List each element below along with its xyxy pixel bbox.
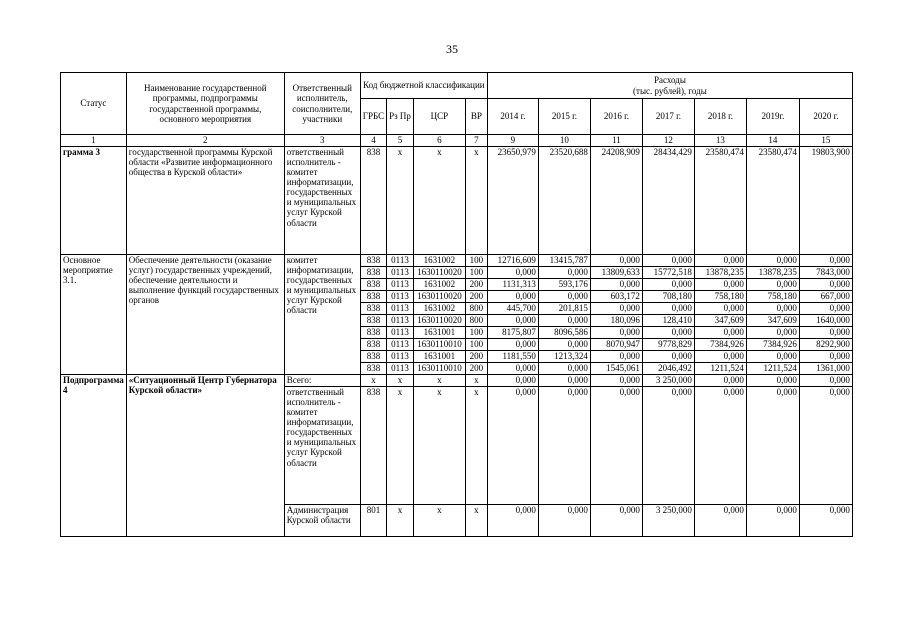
header-rzpr: Рз Пр [387,99,414,135]
rzpr-cell: 0113 [387,279,414,291]
header-year-1: 2015 г. [538,99,590,135]
name-cell: Обеспечение деятельности (оказание услуг) государственных учреждений, обеспечение деятельности и выполнение функций государственных органов [126,255,284,375]
csr-cell: 1630110010 [413,339,465,351]
rzpr-cell: x [387,387,414,505]
y2019-cell: 0,000 [746,303,799,315]
y2019-cell: 0,000 [746,351,799,363]
csr-cell: 1630110020 [413,291,465,303]
y2016-cell: 0,000 [590,351,642,363]
y2016-cell: 0,000 [590,303,642,315]
csr-cell: 1631001 [413,327,465,339]
y2020-cell: 1361,000 [799,363,852,375]
rzpr-cell: 0113 [387,363,414,375]
y2014-cell: 1181,550 [487,351,538,363]
column-number: 13 [694,135,746,147]
header-budget-code: Код бюджетной классификации [360,73,487,99]
name-cell: «Ситуационный Центр Губернатора Курской области» [126,375,284,537]
y2017-cell: 0,000 [642,255,694,267]
vr-cell: 200 [465,351,487,363]
y2016-cell: 0,000 [590,279,642,291]
rzpr-cell: 0113 [387,339,414,351]
name-cell: государственной программы Курской области «Развитие информационного общества в Курской области» [126,147,284,255]
y2014-cell: 0,000 [487,267,538,279]
responsible-cell: комитет информатизации, государственных и муниципальных услуг Курской области [284,255,360,375]
grbs-cell: x [360,375,386,387]
header-grbs: ГРБС [360,99,386,135]
header-year-6: 2020 г. [799,99,852,135]
y2017-cell: 0,000 [642,327,694,339]
column-number: 3 [284,135,360,147]
csr-cell: 1630110020 [413,267,465,279]
y2018-cell: 0,000 [694,279,746,291]
rzpr-cell: 0113 [387,267,414,279]
vr-cell: 200 [465,291,487,303]
grbs-cell: 838 [360,267,386,279]
y2015-cell: 0,000 [538,315,590,327]
y2018-cell: 0,000 [694,387,746,505]
y2018-cell: 0,000 [694,255,746,267]
rzpr-cell: x [387,375,414,387]
column-number: 4 [360,135,386,147]
y2020-cell: 8292,900 [799,339,852,351]
vr-cell: x [465,147,487,255]
y2016-cell: 0,000 [590,255,642,267]
csr-cell: x [413,505,465,537]
y2017-cell: 2046,492 [642,363,694,375]
y2020-cell: 0,000 [799,255,852,267]
y2017-cell: 0,000 [642,351,694,363]
vr-cell: x [465,375,487,387]
y2018-cell: 0,000 [694,375,746,387]
column-numbers-row [61,135,853,147]
vr-cell: 100 [465,255,487,267]
grbs-cell: 838 [360,255,386,267]
y2020-cell: 0,000 [799,351,852,363]
csr-cell: 1630110010 [413,363,465,375]
header-status: Статус [61,73,127,135]
header-expenses: Расходы (тыс. рублей), годы [487,73,852,99]
y2019-cell: 0,000 [746,279,799,291]
budget-table [60,72,853,537]
column-number: 11 [590,135,642,147]
grbs-cell: 838 [360,327,386,339]
y2020-cell: 7843,000 [799,267,852,279]
csr-cell: 1631002 [413,255,465,267]
row-activity-3-1 [61,255,853,267]
y2016-cell: 13809,633 [590,267,642,279]
y2018-cell: 23580,474 [694,147,746,255]
y2020-cell: 0,000 [799,375,852,387]
rzpr-cell: x [387,147,414,255]
y2016-cell: 8070,947 [590,339,642,351]
y2014-cell: 0,000 [487,291,538,303]
y2018-cell: 758,180 [694,291,746,303]
column-number: 1 [61,135,127,147]
y2014-cell: 1131,313 [487,279,538,291]
rzpr-cell: 0113 [387,351,414,363]
y2018-cell: 1211,524 [694,363,746,375]
y2020-cell: 0,000 [799,303,852,315]
y2020-cell: 19803,900 [799,147,852,255]
y2020-cell: 0,000 [799,327,852,339]
rzpr-cell: 0113 [387,327,414,339]
y2019-cell: 13878,235 [746,267,799,279]
column-number: 15 [799,135,852,147]
vr-cell: 100 [465,327,487,339]
grbs-cell: 838 [360,339,386,351]
csr-cell: x [413,375,465,387]
y2019-cell: 23580,474 [746,147,799,255]
csr-cell: 1630110020 [413,315,465,327]
page-number: 35 [446,42,458,56]
y2014-cell: 0,000 [487,505,538,537]
y2014-cell: 0,000 [487,363,538,375]
column-number: 10 [538,135,590,147]
y2018-cell: 7384,926 [694,339,746,351]
y2018-cell: 0,000 [694,351,746,363]
y2015-cell: 0,000 [538,291,590,303]
grbs-cell: 838 [360,351,386,363]
y2014-cell: 0,000 [487,375,538,387]
y2017-cell: 708,180 [642,291,694,303]
grbs-cell: 838 [360,291,386,303]
y2016-cell: 24208,909 [590,147,642,255]
y2018-cell: 13878,235 [694,267,746,279]
y2015-cell: 0,000 [538,375,590,387]
responsible-cell: ответственный исполнитель - комитет информатизации, государственных и муниципальных услуг Курской области [284,387,360,505]
grbs-cell: 838 [360,303,386,315]
y2016-cell: 603,172 [590,291,642,303]
responsible-cell: ответственный исполнитель - комитет информатизации, государственных и муниципальных услуг Курской области [284,147,360,255]
y2019-cell: 0,000 [746,505,799,537]
y2019-cell: 1211,524 [746,363,799,375]
header-csr: ЦСР [413,99,465,135]
column-number: 7 [465,135,487,147]
header-year-0: 2014 г. [487,99,538,135]
status-cell: Основное мероприятие 3.1. [61,255,127,375]
status-cell: грамма 3 [61,147,127,255]
vr-cell: x [465,505,487,537]
csr-cell: 1631001 [413,351,465,363]
y2014-cell: 12716,609 [487,255,538,267]
y2015-cell: 0,000 [538,363,590,375]
csr-cell: x [413,387,465,505]
header-row-top [61,73,853,99]
y2016-cell: 180,096 [590,315,642,327]
y2017-cell: 28434,429 [642,147,694,255]
y2014-cell: 0,000 [487,387,538,505]
responsible-cell: Администрация Курской области [284,505,360,537]
y2015-cell: 0,000 [538,505,590,537]
y2019-cell: 0,000 [746,375,799,387]
y2016-cell: 0,000 [590,327,642,339]
header-year-4: 2018 г. [694,99,746,135]
rzpr-cell: 0113 [387,315,414,327]
y2018-cell: 0,000 [694,505,746,537]
row-program-4-total [61,375,853,387]
y2015-cell: 13415,787 [538,255,590,267]
y2017-cell: 9778,829 [642,339,694,351]
header-responsible: Ответственный исполнитель, соисполнители, участники [284,73,360,135]
y2017-cell: 0,000 [642,279,694,291]
y2020-cell: 0,000 [799,387,852,505]
y2016-cell: 0,000 [590,505,642,537]
y2017-cell: 0,000 [642,303,694,315]
y2020-cell: 1640,000 [799,315,852,327]
vr-cell: 800 [465,315,487,327]
y2020-cell: 667,000 [799,291,852,303]
csr-cell: x [413,147,465,255]
status-cell: Подпрограмма 4 [61,375,127,537]
y2014-cell: 445,700 [487,303,538,315]
vr-cell: 200 [465,363,487,375]
y2015-cell: 593,176 [538,279,590,291]
y2018-cell: 0,000 [694,327,746,339]
y2017-cell: 128,410 [642,315,694,327]
header-name: Наименование государственной программы, подпрограммы государственной программы, основного мероприятия [126,73,284,135]
y2019-cell: 0,000 [746,327,799,339]
y2014-cell: 23650,979 [487,147,538,255]
y2019-cell: 7384,926 [746,339,799,351]
y2015-cell: 1213,324 [538,351,590,363]
y2019-cell: 758,180 [746,291,799,303]
header-year-5: 2019г. [746,99,799,135]
header-year-2: 2016 г. [590,99,642,135]
responsible-cell: Всего: [284,375,360,387]
y2017-cell: 3 250,000 [642,375,694,387]
y2017-cell: 3 250,000 [642,505,694,537]
column-number: 14 [746,135,799,147]
column-number: 6 [413,135,465,147]
grbs-cell: 838 [360,387,386,505]
y2018-cell: 347,609 [694,315,746,327]
y2020-cell: 0,000 [799,279,852,291]
row-program-3 [61,147,853,255]
y2018-cell: 0,000 [694,303,746,315]
vr-cell: 200 [465,279,487,291]
grbs-cell: 838 [360,363,386,375]
vr-cell: 100 [465,267,487,279]
column-number: 9 [487,135,538,147]
y2019-cell: 0,000 [746,255,799,267]
column-number: 2 [126,135,284,147]
y2014-cell: 0,000 [487,315,538,327]
rzpr-cell: 0113 [387,291,414,303]
csr-cell: 1631002 [413,279,465,291]
y2016-cell: 0,000 [590,387,642,505]
column-number: 12 [642,135,694,147]
column-number: 5 [387,135,414,147]
y2019-cell: 0,000 [746,387,799,505]
rzpr-cell: 0113 [387,255,414,267]
grbs-cell: 838 [360,147,386,255]
y2015-cell: 201,815 [538,303,590,315]
y2015-cell: 0,000 [538,267,590,279]
y2016-cell: 0,000 [590,375,642,387]
rzpr-cell: 0113 [387,303,414,315]
csr-cell: 1631002 [413,303,465,315]
table-body [61,73,853,537]
y2014-cell: 0,000 [487,339,538,351]
y2015-cell: 23520,688 [538,147,590,255]
header-year-3: 2017 г. [642,99,694,135]
grbs-cell: 838 [360,315,386,327]
y2020-cell: 0,000 [799,505,852,537]
header-vr: ВР [465,99,487,135]
y2015-cell: 8096,586 [538,327,590,339]
y2019-cell: 347,609 [746,315,799,327]
vr-cell: x [465,387,487,505]
y2016-cell: 1545,061 [590,363,642,375]
y2017-cell: 15772,518 [642,267,694,279]
vr-cell: 800 [465,303,487,315]
y2014-cell: 8175,807 [487,327,538,339]
rzpr-cell: x [387,505,414,537]
grbs-cell: 838 [360,279,386,291]
vr-cell: 100 [465,339,487,351]
y2015-cell: 0,000 [538,339,590,351]
y2017-cell: 0,000 [642,387,694,505]
y2015-cell: 0,000 [538,387,590,505]
grbs-cell: 801 [360,505,386,537]
